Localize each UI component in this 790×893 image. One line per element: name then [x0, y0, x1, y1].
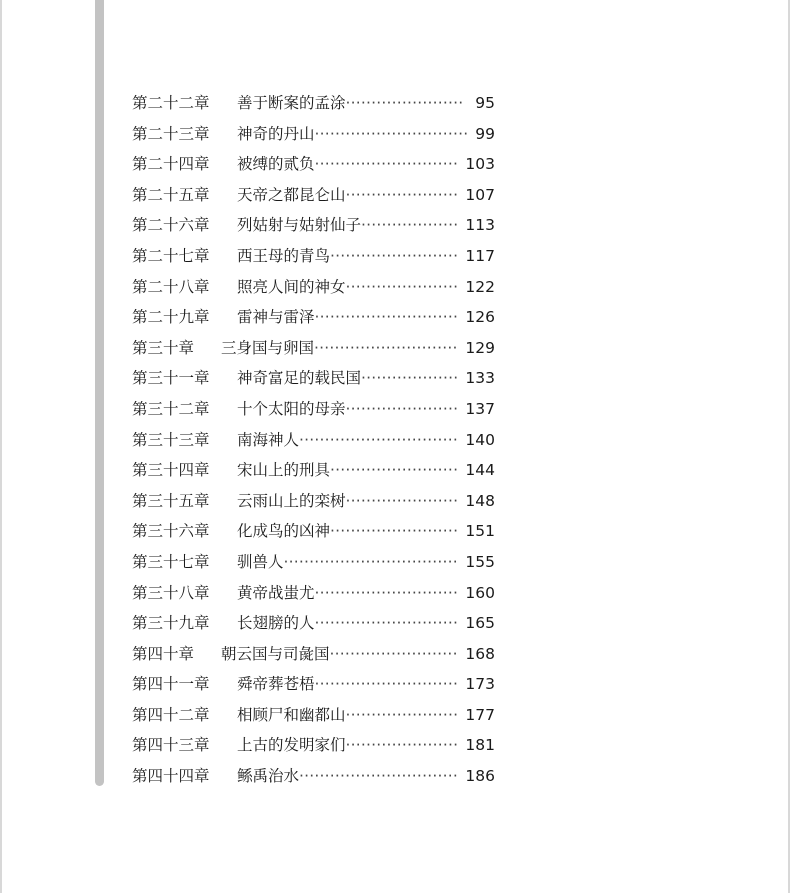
page-number: 173	[465, 675, 495, 694]
page-number: 122	[465, 277, 495, 296]
page-number: 155	[465, 552, 495, 571]
page-number: 129	[465, 338, 495, 357]
chapter-number: 第三十九章	[132, 614, 210, 633]
chapter-title: 驯兽人··································	[237, 552, 458, 571]
page-number: 177	[465, 705, 495, 724]
toc-entry[interactable]	[132, 88, 498, 119]
chapter-number: 第四十四章	[132, 767, 210, 786]
chapter-title: 西王母的青鸟·························	[237, 246, 459, 265]
toc-entry[interactable]	[132, 700, 498, 731]
page-number: 140	[465, 430, 495, 449]
chapter-number: 第二十八章	[132, 277, 210, 296]
page-number: 165	[465, 614, 495, 633]
toc-entry[interactable]	[132, 333, 498, 364]
page-number: 117	[465, 246, 495, 265]
toc-entry[interactable]	[132, 516, 498, 547]
chapter-number: 第三十七章	[132, 552, 210, 571]
table-of-contents	[132, 88, 498, 792]
toc-entry[interactable]	[132, 730, 498, 761]
chapter-number: 第三十五章	[132, 491, 210, 510]
page-number: 95	[475, 94, 495, 112]
chapter-number: 第三十六章	[132, 522, 210, 541]
chapter-number: 第二十七章	[132, 246, 210, 265]
toc-entry[interactable]	[132, 639, 498, 670]
page-number: 133	[465, 369, 495, 388]
toc-entry[interactable]	[132, 669, 498, 700]
chapter-title: 被缚的贰负····························	[237, 155, 459, 174]
page-edge-left	[0, 0, 2, 893]
toc-entry[interactable]	[132, 272, 498, 303]
page-number: 160	[465, 583, 495, 602]
chapter-number: 第三十三章	[132, 430, 210, 449]
chapter-title: 黄帝战蚩尤····························	[237, 583, 459, 602]
page-number: 168	[465, 644, 495, 663]
chapter-title: 神奇富足的载民国···················	[237, 369, 459, 388]
toc-entry[interactable]	[132, 486, 498, 517]
toc-entry[interactable]	[132, 394, 498, 425]
toc-entry[interactable]	[132, 578, 498, 609]
chapter-number: 第四十三章	[132, 736, 210, 755]
chapter-title: 上古的发明家们······················	[237, 736, 459, 755]
page-number: 151	[465, 522, 495, 541]
page-number: 126	[465, 308, 495, 327]
margin-bar	[95, 0, 104, 786]
toc-entry[interactable]	[132, 761, 498, 792]
chapter-number: 第二十四章	[132, 155, 210, 174]
toc-entry[interactable]	[132, 149, 498, 180]
toc-entry[interactable]	[132, 608, 498, 639]
chapter-title: 神奇的丹山······························	[237, 124, 469, 143]
chapter-title: 照亮人间的神女······················	[237, 277, 459, 296]
chapter-number: 第三十一章	[132, 369, 210, 388]
chapter-title: 雷神与雷泽····························	[237, 308, 459, 327]
chapter-title: 南海神人·······························	[237, 430, 458, 449]
chapter-number: 第二十三章	[132, 124, 210, 143]
toc-entry[interactable]	[132, 455, 498, 486]
chapter-number: 第二十五章	[132, 185, 210, 204]
chapter-title: 朝云国与司彘国·························	[221, 644, 458, 663]
chapter-title: 相顾尸和幽都山······················	[237, 705, 459, 724]
toc-entry[interactable]	[132, 119, 498, 150]
chapter-number: 第四十一章	[132, 675, 210, 694]
page-number: 113	[465, 216, 495, 235]
toc-entry[interactable]	[132, 210, 498, 241]
chapter-number: 第三十四章	[132, 461, 210, 480]
chapter-number: 第二十二章	[132, 94, 210, 112]
toc-entry[interactable]	[132, 425, 498, 456]
chapter-title: 列姑射与姑射仙子···················	[237, 216, 459, 235]
toc-entry[interactable]	[132, 241, 498, 272]
page-number: 137	[465, 399, 495, 418]
chapter-title: 云雨山上的栾树······················	[237, 491, 459, 510]
page-number: 186	[465, 767, 495, 786]
toc-entry[interactable]	[132, 363, 498, 394]
chapter-title: 三身国与卵国····························	[221, 338, 458, 357]
toc-entry[interactable]	[132, 547, 498, 578]
chapter-number: 第四十章	[132, 644, 195, 663]
chapter-number: 第四十二章	[132, 705, 210, 724]
page-number: 144	[465, 461, 495, 480]
page-number: 148	[465, 491, 495, 510]
chapter-title: 鲧禹治水·······························	[237, 767, 458, 786]
chapter-title: 天帝之都昆仑山······················	[237, 185, 459, 204]
chapter-number: 第二十六章	[132, 216, 210, 235]
toc-entry[interactable]	[132, 302, 498, 333]
chapter-title: 舜帝葬苍梧····························	[237, 675, 459, 694]
chapter-title: 十个太阳的母亲······················	[237, 399, 459, 418]
chapter-number: 第二十九章	[132, 308, 210, 327]
chapter-number: 第三十章	[132, 338, 195, 357]
page-number: 99	[475, 124, 495, 143]
page-number: 103	[465, 155, 495, 174]
chapter-number: 第三十二章	[132, 399, 210, 418]
page-number: 107	[465, 185, 495, 204]
chapter-title: 宋山上的刑具·························	[237, 461, 459, 480]
chapter-title: 善于断案的孟涂·······················	[237, 94, 464, 112]
chapter-title: 化成鸟的凶神·························	[237, 522, 459, 541]
chapter-number: 第三十八章	[132, 583, 210, 602]
toc-entry[interactable]	[132, 180, 498, 211]
page-number: 181	[465, 736, 495, 755]
chapter-title: 长翅膀的人····························	[237, 614, 459, 633]
